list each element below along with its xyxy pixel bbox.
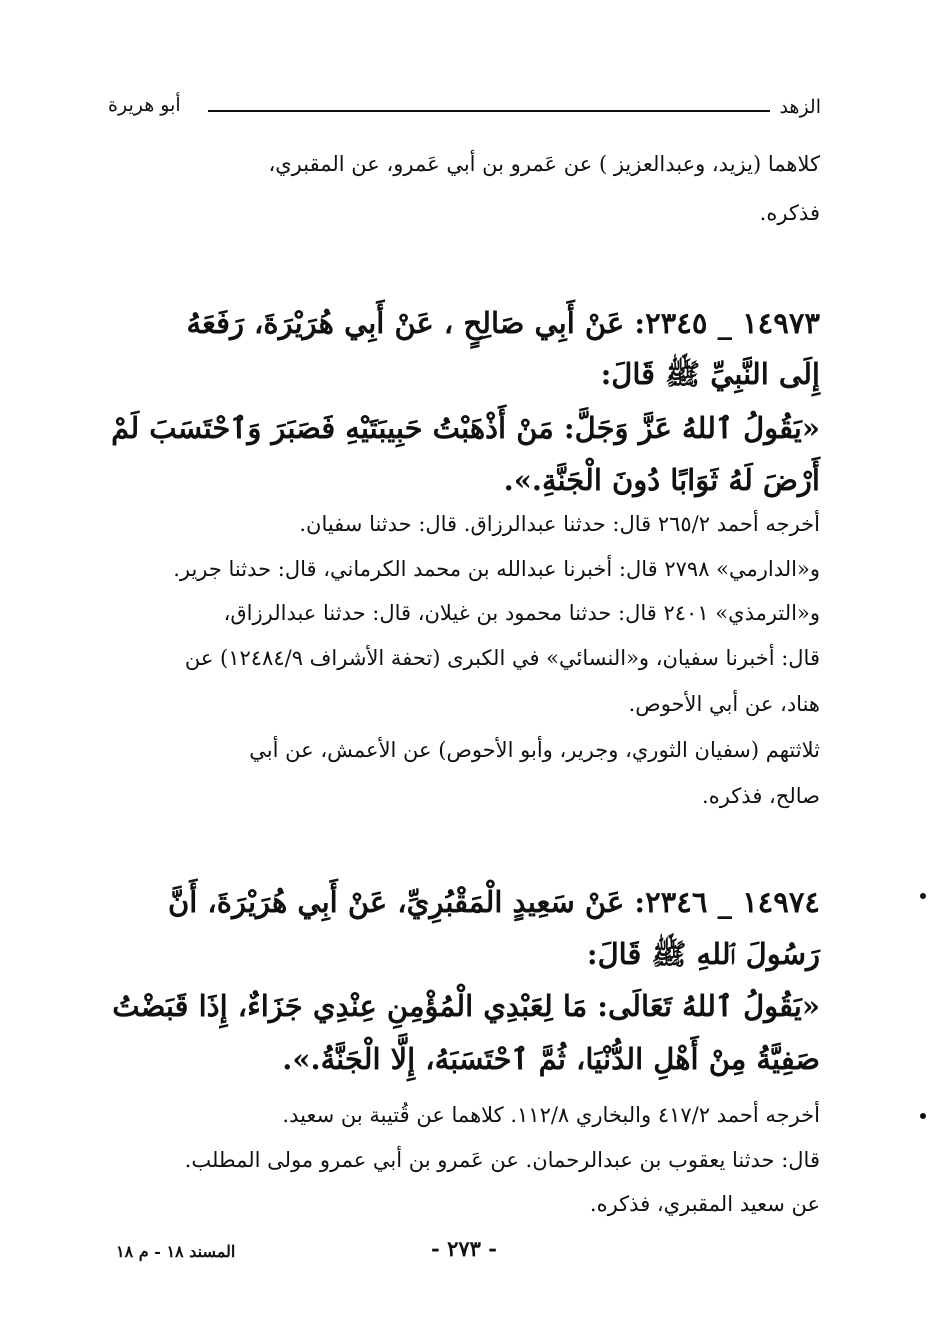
takhrij-line: قال: حدثنا يعقوب بن عبدالرحمان. عن عَمرو بن أبي عمرو مولى المطلب. xyxy=(184,1148,820,1172)
hadith-text: «يَقُولُ ٱللهُ تَعَالَى: مَا لِعَبْدِي الْمُؤْمِنِ عِنْدِي جَزَاءٌ، إِذَا قَبَضْتُ xyxy=(112,989,820,1023)
takhrij-line: ثلاثتهم (سفيان الثوري، وجرير، وأبو الأحوص) عن الأعمش، عن أبي xyxy=(249,738,820,762)
hadith-heading: إِلَى النَّبِيِّ ﷺ قَالَ: xyxy=(600,357,820,391)
takhrij-line: أخرجه أحمد ٢٦٥/٢ قال: حدثنا عبدالرزاق. قال: حدثنا سفيان. xyxy=(299,512,820,536)
margin-dot xyxy=(920,893,926,899)
takhrij-line: أخرجه أحمد ٤١٧/٢ والبخاري ١١٢/٨. كلاهما عن قُتيبة بن سعيد. xyxy=(282,1103,820,1127)
hadith-text: «يَقُولُ ٱللهُ عَزَّ وَجَلَّ: مَنْ أَذْهَبْتُ حَبِيبَتَيْهِ فَصَبَرَ وَٱحْتَسَبَ لَمْ xyxy=(111,411,820,445)
takhrij-line: و«الترمذي» ٢٤٠١ قال: حدثنا محمود بن غيلان، قال: حدثنا عبدالرزاق، xyxy=(223,601,820,625)
hadith-heading: رَسُولَ ٱللهِ ﷺ قَالَ: xyxy=(586,937,820,971)
hadith-text: أَرْضَ لَهُ ثَوَابًا دُونَ الْجَنَّةِ.». xyxy=(503,463,820,497)
header-rule xyxy=(208,110,770,112)
hadith-text: صَفِيَّةُ مِنْ أَهْلِ الدُّنْيَا، ثُمَّ ٱحْتَسَبَهُ، إِلَّا الْجَنَّةُ.». xyxy=(282,1042,820,1076)
text-line: فذكره. xyxy=(759,201,820,225)
hadith-heading: ١٤٩٧٣ _ ٢٣٤٥: عَنْ أَبِي صَالِحٍ ، عَنْ أَبِي هُرَيْرَةَ، رَفَعَهُ xyxy=(186,306,820,340)
running-header-section: الزهد xyxy=(779,96,821,118)
takhrij-line: عن سعيد المقبري، فذكره. xyxy=(589,1192,820,1216)
running-header-name: أبو هريرة xyxy=(108,94,181,116)
takhrij-line: و«الدارمي» ٢٧٩٨ قال: أخبرنا عبدالله بن محمد الكرماني، قال: حدثنا جرير. xyxy=(173,557,820,581)
takhrij-line: هناد، عن أبي الأحوص. xyxy=(628,692,820,716)
margin-dot xyxy=(920,1113,926,1119)
takhrij-line: قال: أخبرنا سفيان، و«النسائي» في الكبرى (تحفة الأشراف ١٢٤٨٤/٩) عن xyxy=(184,646,820,670)
takhrij-line: صالح، فذكره. xyxy=(702,784,820,808)
text-line: كلاهما (يزيد، وعبدالعزيز ) عن عَمرو بن أبي عَمرو، عن المقبري، xyxy=(268,152,820,176)
hadith-heading: ١٤٩٧٤ _ ٢٣٤٦: عَنْ سَعِيدٍ الْمَقْبُرِيِّ، عَنْ أَبِي هُرَيْرَةَ، أَنَّ xyxy=(167,885,820,919)
page-number: - ٢٧٣ - xyxy=(431,1236,497,1261)
signature-mark: المسند ١٨ - م ١٨ xyxy=(116,1242,236,1261)
